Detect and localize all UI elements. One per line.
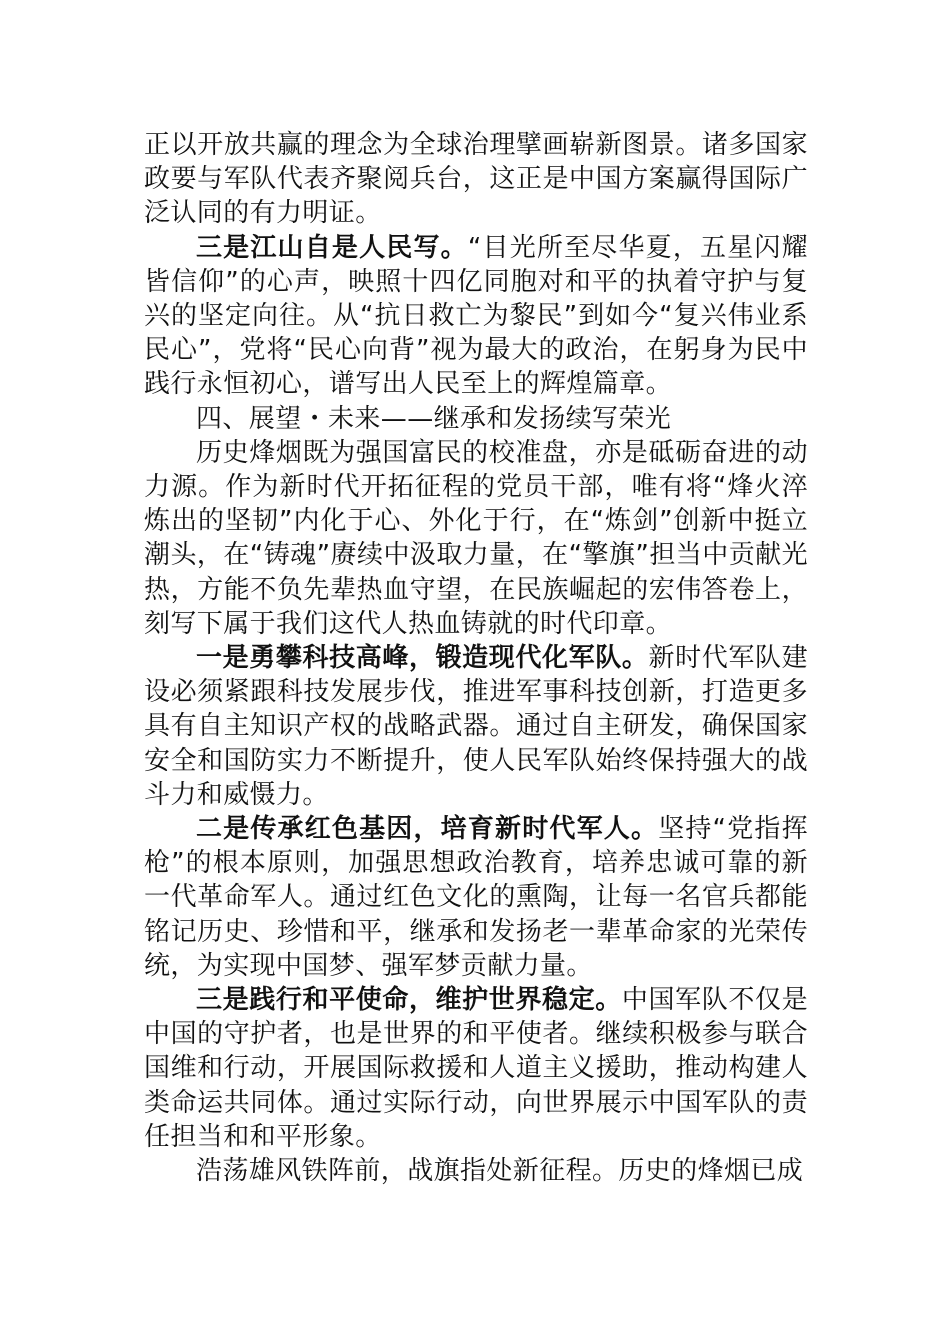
paragraph-red-gene [144, 812, 808, 983]
section-heading-text: 四、展望・未来——继承和发扬续写荣光 [196, 403, 672, 434]
paragraph-continuation [144, 128, 808, 231]
paragraph-text: 新时代军队建设必须紧跟科技发展步伐，推进军事科技创新，打造更多具有自主知识产权的战略武器。通过自主研发，确保国家安全和国防实力不断提升，使人民军队始终保持强大的战斗力和威慑力。 [144, 643, 808, 810]
paragraph-intro [144, 436, 808, 641]
paragraph-technology [144, 641, 808, 812]
paragraph-jiangshan [144, 231, 808, 402]
paragraph-lead-heading: 二是传承红色基因，培育新时代军人。 [196, 814, 659, 845]
paragraph-text: “目光所至尽华夏，五星闪耀皆信仰”的心声，映照十四亿同胞对和平的执着守护与复兴的坚定向往。从“抗日救亡为黎民”到如今“复兴伟业系民心”，党将“民心向背”视为最大的政治，在躬身为民中践行永恒初心，谱写出人民至上的辉煌篇章。 [144, 232, 808, 400]
paragraph-text: 坚持“党指挥枪”的根本原则，加强思想政治教育，培养忠诚可靠的新一代革命军人。通过红色文化的熏陶，让每一名官兵都能铭记历史、珍惜和平，继承和发扬老一辈革命家的光荣传统，为实现中国梦、强军梦贡献力量。 [144, 814, 808, 981]
paragraph-lead-heading: 三是江山自是人民写。 [196, 232, 468, 263]
paragraph-peace-mission [144, 983, 808, 1154]
paragraph-text: 中国军队不仅是中国的守护者，也是世界的和平使者。继续积极参与联合国维和行动，开展国际救援和人道主义援助，推动构建人类命运共同体。通过实际行动，向世界展示中国军队的责任担当和和平形象。 [144, 985, 808, 1152]
paragraph-lead-heading: 三是践行和平使命，维护世界稳定。 [196, 985, 622, 1016]
paragraph-lead-heading: 一是勇攀科技高峰，锻造现代化军队。 [196, 643, 649, 674]
section-heading [144, 402, 808, 436]
paragraph-text: 正以开放共赢的理念为全球治理擘画崭新图景。诸多国家政要与军队代表齐聚阅兵台，这正是中国方案赢得国际广泛认同的有力明证。 [144, 130, 808, 229]
paragraph-text: 历史烽烟既为强国富民的校准盘，亦是砥砺奋进的动力源。作为新时代开拓征程的党员干部，唯有将“烽火淬炼出的坚韧”内化于心、外化于行，在“炼剑”创新中挺立潮头，在“铸魂”赓续中汲取力量，在“擎旗”担当中贡献光热，方能不负先辈热血守望，在民族崛起的宏伟答卷上，刻写下属于我们这代人热血铸就的时代印章。 [144, 437, 808, 639]
document-body [144, 128, 808, 1188]
paragraph-closing [144, 1154, 808, 1188]
paragraph-text: 浩荡雄风铁阵前，战旗指处新征程。历史的烽烟已成 [196, 1156, 804, 1187]
